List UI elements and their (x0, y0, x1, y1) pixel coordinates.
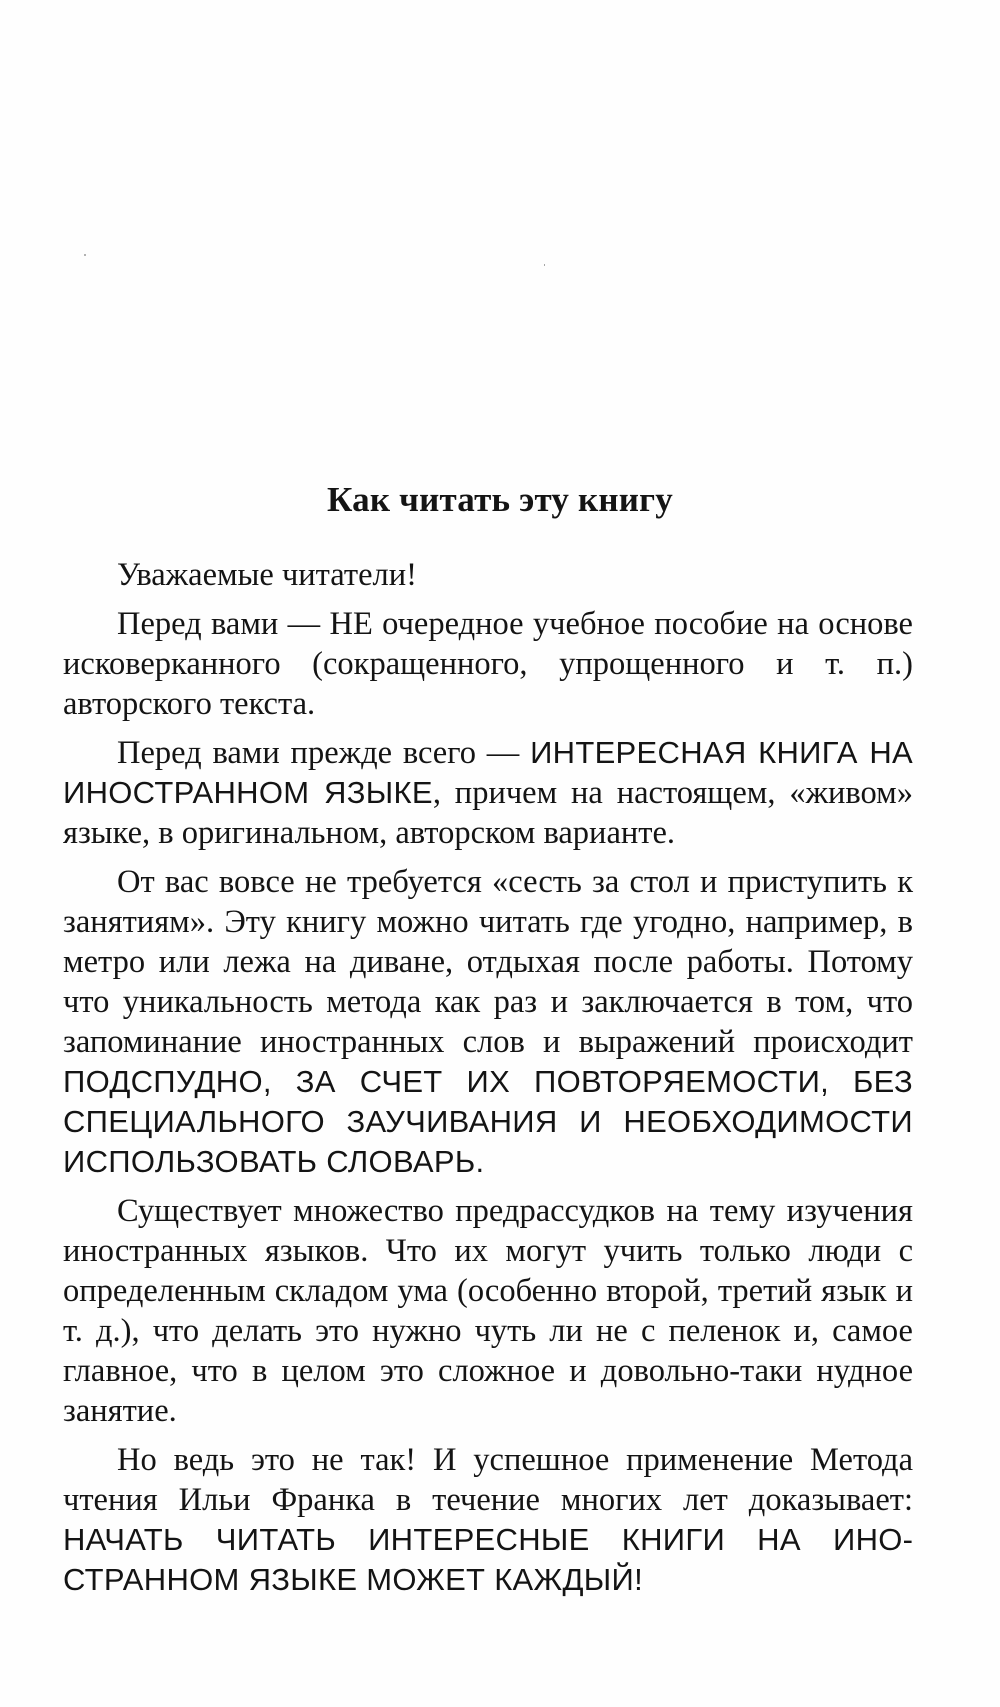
emphasis-caps: НАЧАТЬ ЧИТАТЬ ИНТЕРЕСНЫЕ КНИГИ НА ИНОСТРАННОМ ЯЗЫКЕ МОЖЕТ КАЖДЫЙ! (63, 1522, 913, 1597)
text-run: Уважаемые читатели! (117, 557, 417, 593)
text-run: Перед вами — НЕ очередное учебное пособие на основе исковерканного (сокращенного, упрощенного и т. п.) авторского текста. (63, 606, 913, 722)
paragraph-greeting (63, 555, 913, 595)
paragraph-intro (63, 604, 913, 724)
print-speck (84, 254, 86, 256)
text-run: Перед вами прежде всего — (117, 735, 531, 771)
text-run: , причем на настоящем, «живом» языке, в оригинальном, авторском варианте. (63, 775, 913, 851)
text-run: Существует множество предрассудков на тему изучения иностранных языков. Что их могут учить только люди с определенным складом ума (особенно второй, третий язык и т. д.), что делать это нужно чуть ли не с пеленок и, самое главное, что в целом это сложное и довольно-таки нудное занятие. (63, 1193, 913, 1429)
body-text (63, 555, 913, 1600)
paragraph-interesting-book (63, 733, 913, 853)
text-run: Но ведь это не так! И успешное применение Метода чтения Ильи Франка в течение многих лет доказывает: (63, 1442, 913, 1518)
text-run: От вас вовсе не требуется «сесть за стол и приступить к занятиям». Эту книгу можно читать где угодно, например, в метро или лежа на диване, отдыхая после работы. Потому что уникальность метода как раз и заключается в том, что запоминание иностранных слов и выражений происходит (63, 864, 913, 1060)
paragraph-method (63, 862, 913, 1182)
page-title: Как читать эту книгу (327, 480, 673, 519)
emphasis-caps: ИНТЕРЕСНАЯ КНИГА НА ИНОСТРАННОМ ЯЗЫКЕ (63, 735, 913, 810)
print-speck (544, 264, 545, 266)
paragraph-prejudices (63, 1191, 913, 1431)
paragraph-conclusion (63, 1440, 913, 1600)
emphasis-caps: ПОДСПУДНО, ЗА СЧЕТ ИХ ПОВТОРЯЕМОСТИ, БЕЗ СПЕЦИАЛЬНОГО ЗАУЧИВАНИЯ И НЕОБХОДИМОСТИ ИСПОЛЬЗОВАТЬ СЛОВАРЬ. (63, 1064, 913, 1179)
